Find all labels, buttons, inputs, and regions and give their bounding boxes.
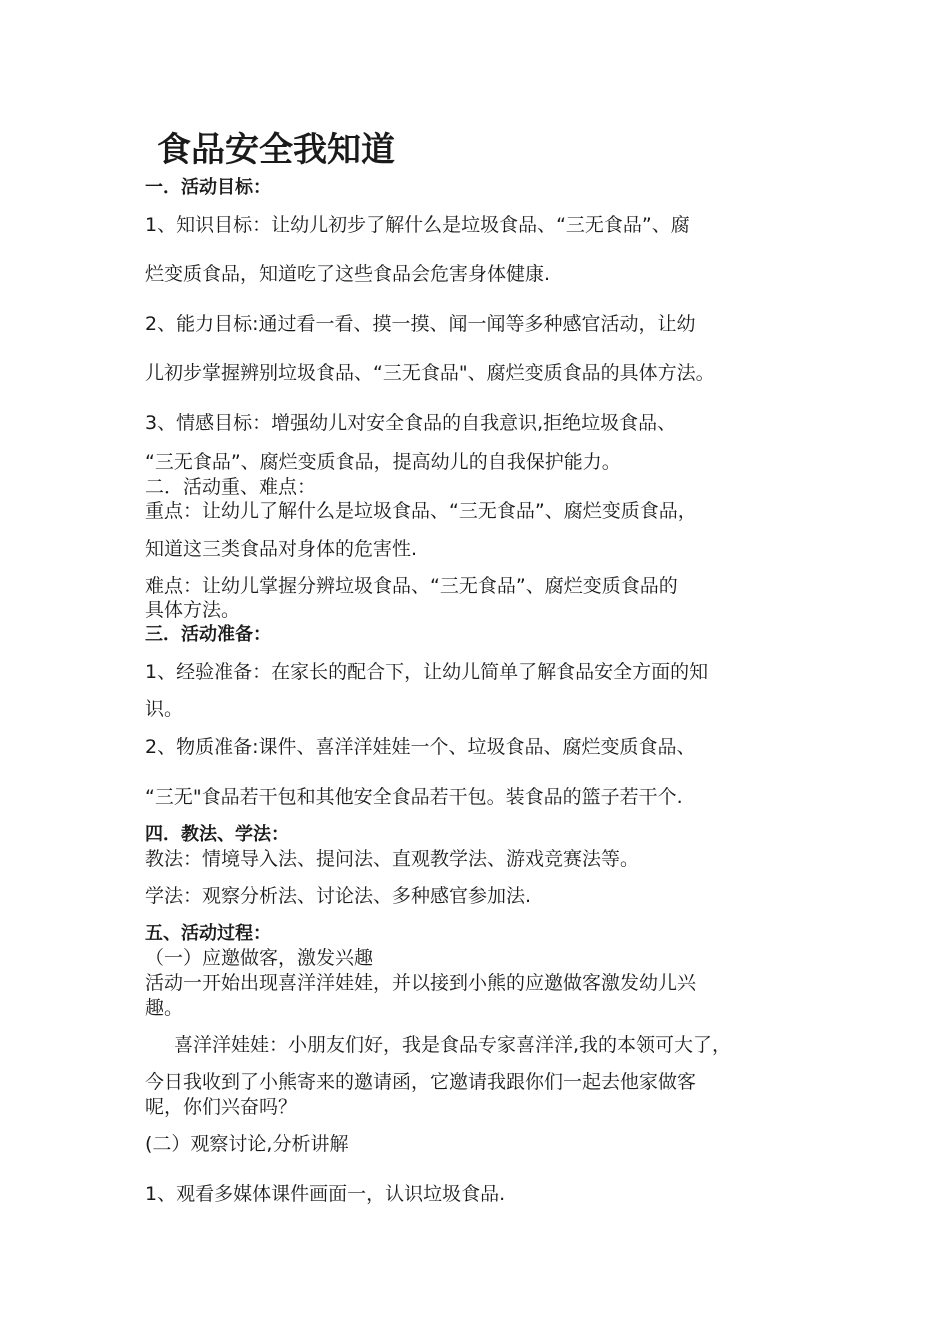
paragraph-line: 3、情感目标：增强幼儿对安全食品的自我意识,拒绝垃圾食品、: [145, 412, 677, 434]
paragraph-line: （一）应邀做客，激发兴趣: [145, 947, 374, 969]
paragraph-line: 知道这三类食品对身体的危害性.: [145, 538, 418, 560]
paragraph-line: “三无"食品若干包和其他安全食品若干包。装食品的篮子若干个.: [145, 786, 683, 808]
paragraph-line: 喜洋洋娃娃：小朋友们好，我是食品专家喜洋洋,我的本领可大了，: [174, 1034, 732, 1056]
paragraph-line: 1、知识目标：让幼儿初步了解什么是垃圾食品、“三无食品”、腐: [145, 214, 690, 236]
paragraph-line: 教法：情境导入法、提问法、直观教学法、游戏竞赛法等。: [145, 848, 640, 870]
paragraph-line: 2、能力目标:通过看一看、摸一摸、闻一闻等多种感官活动，让幼: [145, 313, 696, 335]
paragraph-line: 儿初步掌握辨别垃圾食品、“三无食品"、腐烂变质食品的具体方法。: [145, 362, 715, 384]
paragraph-line: 难点：让幼儿掌握分辨垃圾食品、“三无食品”、腐烂变质食品的: [145, 575, 678, 597]
paragraph-line: 2、物质准备:课件、喜洋洋娃娃一个、垃圾食品、腐烂变质食品、: [145, 736, 696, 758]
paragraph-line: “三无食品”、腐烂变质食品，提高幼儿的自我保护能力。: [145, 451, 621, 473]
section-heading-preparation: 三．活动准备：: [145, 624, 271, 645]
paragraph-line: 识。: [145, 698, 184, 720]
paragraph-line: 呢，你们兴奋吗？: [145, 1096, 298, 1118]
section-heading-goals: 一．活动目标：: [145, 177, 271, 198]
paragraph-line: (二）观察讨论,分析讲解: [145, 1133, 349, 1155]
paragraph-line: 烂变质食品，知道吃了这些食品会危害身体健康.: [145, 263, 551, 285]
paragraph-line: 1、经验准备：在家长的配合下，让幼儿简单了解食品安全方面的知: [145, 661, 709, 683]
section-heading-key-points: 二．活动重、难点：: [145, 476, 317, 498]
paragraph-line: 1、观看多媒体课件画面一，认识垃圾食品.: [145, 1183, 506, 1205]
section-heading-methods: 四．教法、学法：: [145, 824, 289, 845]
section-heading-process: 五、活动过程：: [145, 923, 271, 944]
paragraph-line: 活动一开始出现喜洋洋娃娃，并以接到小熊的应邀做客激发幼儿兴: [145, 972, 697, 994]
paragraph-line: 学法：观察分析法、讨论法、多种感官参加法.: [145, 885, 532, 907]
paragraph-line: 具体方法。: [145, 599, 241, 621]
paragraph-line: 今日我收到了小熊寄来的邀请函，它邀请我跟你们一起去他家做客: [145, 1071, 697, 1093]
paragraph-line: 趣。: [145, 997, 184, 1019]
document-title: 食品安全我知道: [157, 130, 395, 170]
paragraph-line: 重点：让幼儿了解什么是垃圾食品、“三无食品”、腐烂变质食品，: [145, 500, 697, 522]
